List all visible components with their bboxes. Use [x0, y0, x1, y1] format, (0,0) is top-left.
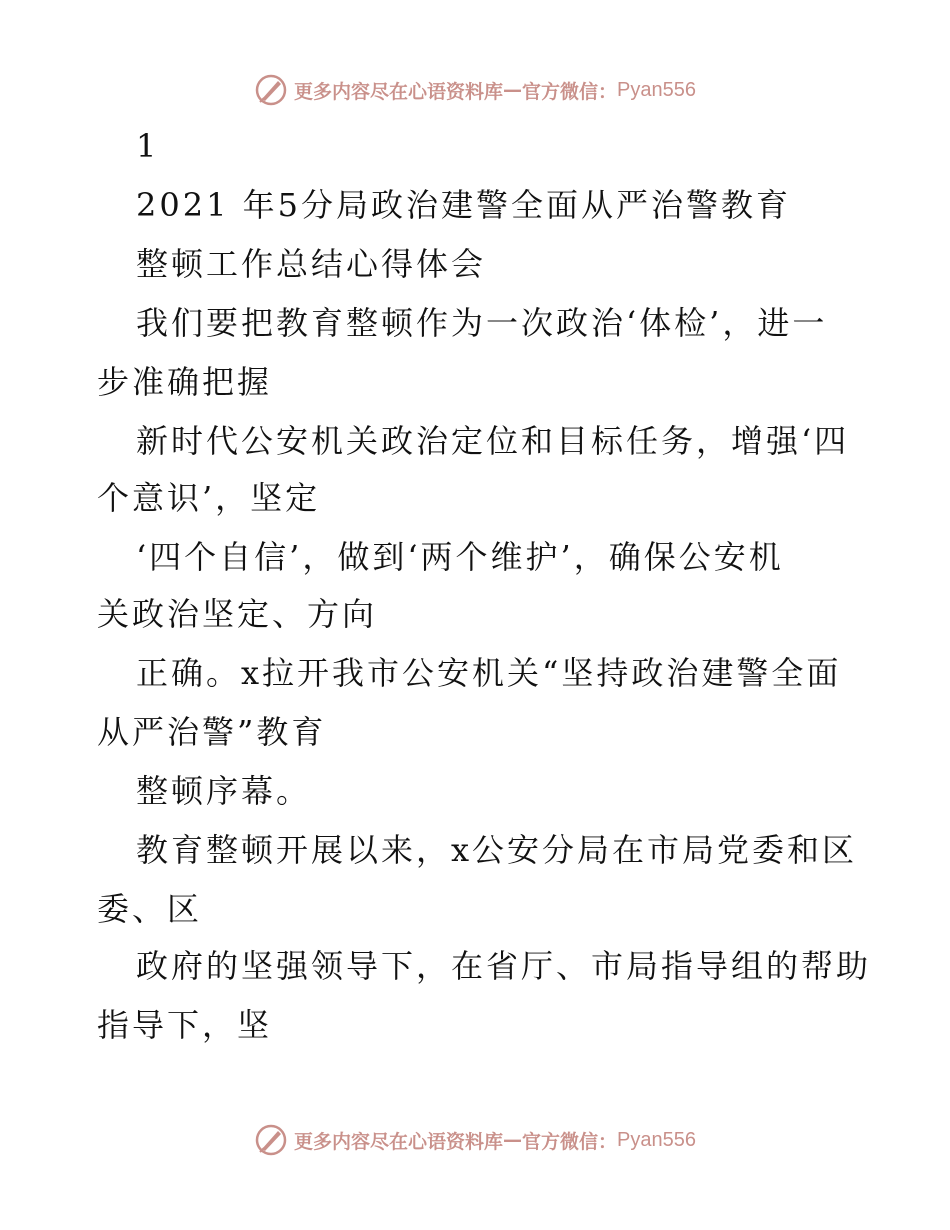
body-line: 委、区 — [97, 890, 203, 928]
body-line: 从严治警”教育 — [97, 713, 327, 751]
quill-logo-icon — [254, 73, 288, 107]
doc-title-line-1: 2021 年5分局政治建警全面从严治警教育 — [136, 186, 791, 224]
body-line: 步准确把握 — [97, 363, 273, 401]
body-line: 关政治坚定、方向 — [97, 595, 378, 633]
body-line: 正确。x拉开我市公安机关“坚持政治建警全面 — [136, 654, 842, 692]
header-watermark — [0, 70, 950, 110]
page-number: 1 — [136, 127, 160, 165]
body-line: 教育整顿开展以来，x公安分局在市局党委和区 — [136, 831, 858, 869]
watermark-dash: — — [503, 79, 523, 101]
body-line: 指导下，坚 — [97, 1006, 273, 1044]
watermark-text: 更多内容尽在心语资料库 — [294, 80, 504, 103]
watermark-wechat-id: Pyan556 — [617, 78, 696, 101]
footer-watermark — [0, 1120, 950, 1160]
body-line: 新时代公安机关政治定位和目标任务，增强‘四 — [136, 422, 850, 460]
watermark-dash: — — [503, 1129, 523, 1151]
watermark-wechat-id: Pyan556 — [617, 1128, 696, 1151]
body-line: ‘四个自信’，做到‘两个维护’，确保公安机 — [136, 538, 784, 576]
body-line: 政府的坚强领导下，在省厅、市局指导组的帮助 — [136, 947, 872, 985]
watermark-official-label: 官方微信： — [522, 1130, 618, 1153]
doc-title-line-2: 整顿工作总结心得体会 — [136, 245, 487, 283]
watermark-official-label: 官方微信： — [522, 80, 618, 103]
quill-logo-icon — [254, 1123, 288, 1157]
body-line: 我们要把教育整顿作为一次政治‘体检’，进一 — [136, 304, 828, 342]
body-line: 整顿序幕。 — [136, 772, 312, 810]
watermark-text: 更多内容尽在心语资料库 — [294, 1130, 504, 1153]
body-line: 个意识’，坚定 — [97, 479, 321, 517]
